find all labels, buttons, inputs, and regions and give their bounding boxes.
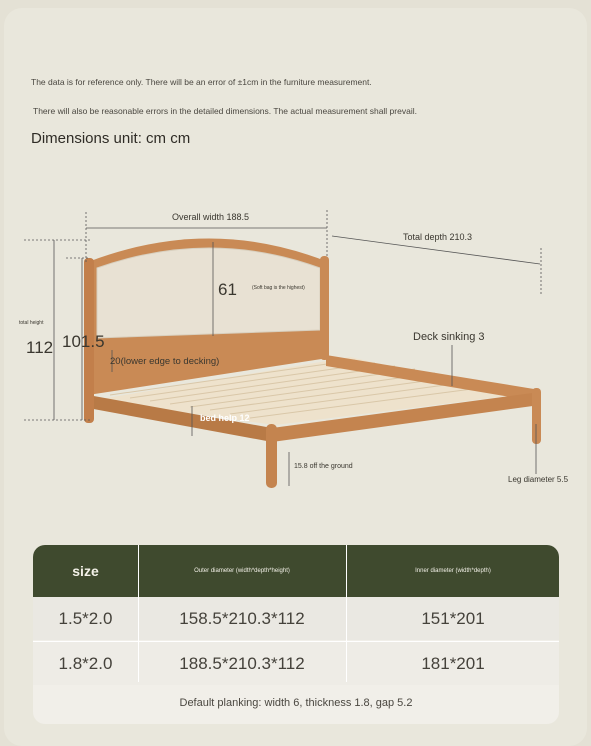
ground-clearance-label: 15.8 off the ground [294,463,353,470]
header-size: size [72,563,99,579]
total-depth-label: Total depth 210.3 [403,232,473,242]
cell-inner: 181*201 [421,653,485,673]
column-divider [346,545,347,682]
leg-diameter-label: Leg diameter 5.5 [508,475,569,484]
cell-size: 1.5*2.0 [58,608,113,628]
foot-leg-left [266,424,277,488]
table-header [33,545,559,597]
soft-bag-note: (Soft bag is the highest) [252,285,305,291]
table-row [33,641,559,685]
total-height-caption: total height [19,320,44,326]
dimensions-unit-title: Dimensions unit: cm cm [31,130,191,147]
overall-width-label: Overall width 188.5 [172,212,250,222]
cell-outer: 158.5*210.3*112 [179,608,305,628]
headboard-post-right [320,256,329,360]
error-note: There will also be reasonable errors in the detailed dimensions. The actual measurement shall prevail. [33,106,417,116]
cell-outer: 188.5*210.3*112 [179,653,305,673]
reference-note: The data is for reference only. There will be an error of ±1cm in the furniture measurement. [31,77,372,87]
cell-inner: 151*201 [421,608,485,628]
bed-help-label: bed help 12 [200,413,250,423]
size-table [33,545,559,724]
planking-note: Default planking: width 6, thickness 1.8, gap 5.2 [179,697,413,709]
column-divider [138,545,139,682]
header-outer-diameter: Outer diameter (width*depth*height) [194,568,290,574]
headboard-cushion [97,248,320,338]
headboard-height-label: 61 [218,280,237,299]
foot-leg-right [532,388,541,444]
header-inner-diameter: Inner diameter (width*depth) [415,568,491,574]
lower-edge-label: 20(lower edge to decking) [110,356,220,367]
headboard-total-label: 101.5 [62,332,105,351]
deck-sinking-label: Deck sinking 3 [413,331,485,343]
table-row [33,597,559,640]
total-height-label: 112 [26,338,54,357]
cell-size: 1.8*2.0 [58,653,113,673]
